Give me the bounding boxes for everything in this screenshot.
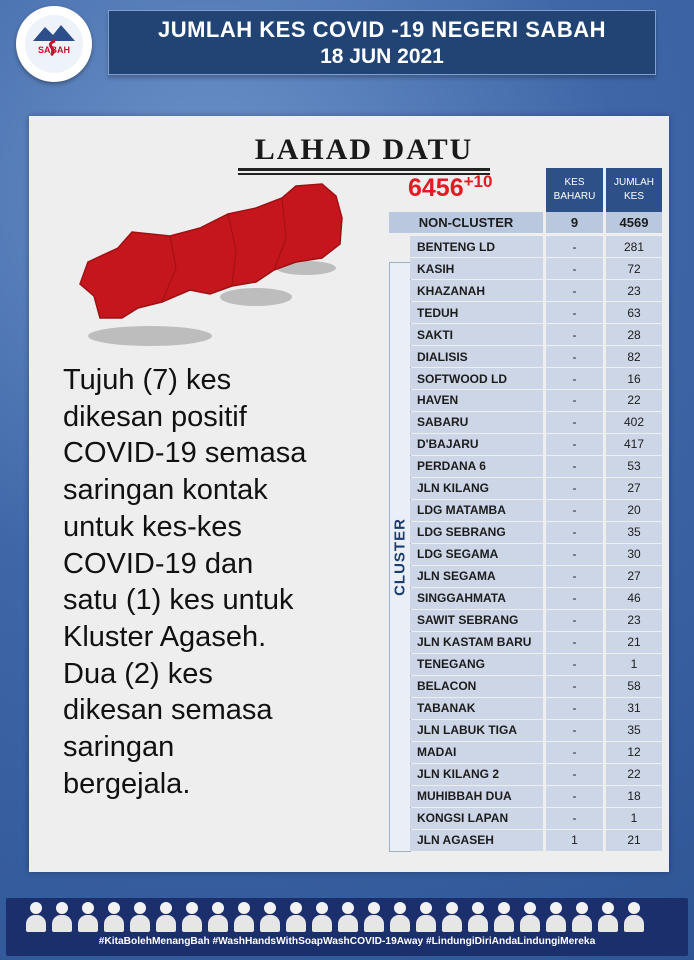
- row-total: 23: [606, 610, 662, 631]
- row-total: 1: [606, 808, 662, 829]
- row-new: -: [546, 588, 603, 609]
- row-total: 53: [606, 456, 662, 477]
- table-row: [410, 720, 662, 741]
- row-new: -: [546, 280, 603, 301]
- row-new: -: [546, 368, 603, 389]
- row-new: -: [546, 522, 603, 543]
- table-row: [410, 412, 662, 433]
- row-total: 12: [606, 742, 662, 763]
- row-total: 20: [606, 500, 662, 521]
- row-total: 28: [606, 324, 662, 345]
- row-new: -: [546, 720, 603, 741]
- row-total: 281: [606, 236, 662, 257]
- table-row: [410, 566, 662, 587]
- table-row: [410, 610, 662, 631]
- row-new: -: [546, 500, 603, 521]
- row-total: 18: [606, 786, 662, 807]
- page-header: [108, 10, 656, 75]
- logo-text: SABAH: [37, 45, 70, 55]
- row-name: JLN KILANG 2: [410, 764, 543, 785]
- row-name: HAVEN: [410, 390, 543, 411]
- row-name: JLN LABUK TIGA: [410, 720, 543, 741]
- table-row: [410, 786, 662, 807]
- table-row: [410, 676, 662, 697]
- person-icon: [312, 902, 332, 932]
- row-name: SINGGAHMATA: [410, 588, 543, 609]
- row-new: -: [546, 236, 603, 257]
- row-name: MADAI: [410, 742, 543, 763]
- table-row: [410, 456, 662, 477]
- row-name: JLN KILANG: [410, 478, 543, 499]
- person-icon: [572, 902, 592, 932]
- person-icon: [520, 902, 540, 932]
- row-total: 35: [606, 522, 662, 543]
- row-new: -: [546, 412, 603, 433]
- row-new: -: [546, 390, 603, 411]
- description-line: Tujuh (7) kes: [63, 364, 232, 396]
- row-name: BELACON: [410, 676, 543, 697]
- row-name: TABANAK: [410, 698, 543, 719]
- table-row: [410, 434, 662, 455]
- table-row: [410, 632, 662, 653]
- row-total: 4569: [606, 212, 662, 233]
- row-total: 46: [606, 588, 662, 609]
- district-map-icon: [60, 178, 350, 350]
- person-icon: [338, 902, 358, 932]
- description-line: dikesan semasa: [63, 694, 273, 727]
- row-new: -: [546, 698, 603, 719]
- footer-banner: [6, 898, 688, 956]
- cluster-table: [410, 212, 662, 852]
- row-total: 31: [606, 698, 662, 719]
- table-row: [410, 544, 662, 565]
- row-new: -: [546, 808, 603, 829]
- row-name: JLN AGASEH: [410, 830, 543, 851]
- description-line: Dua (2) kes: [63, 657, 213, 690]
- table-row: [410, 764, 662, 785]
- row-total: 16: [606, 368, 662, 389]
- row-total: 21: [606, 632, 662, 653]
- row-name: BENTENG LD: [410, 236, 543, 257]
- row-name: JLN SEGAMA: [410, 566, 543, 587]
- row-name: DIALISIS: [410, 346, 543, 367]
- row-name: NON-CLUSTER: [389, 212, 543, 233]
- person-icon: [260, 902, 280, 932]
- description-line: bergejala.: [63, 767, 191, 800]
- total-new: +10: [463, 172, 493, 191]
- row-total: 63: [606, 302, 662, 323]
- person-icon: [416, 902, 436, 932]
- person-icon: [494, 902, 514, 932]
- person-icon: [130, 902, 150, 932]
- person-icon: [442, 902, 462, 932]
- person-icon: [286, 902, 306, 932]
- row-total: 27: [606, 478, 662, 499]
- person-icon: [208, 902, 228, 932]
- row-new: 9: [546, 212, 603, 233]
- description-line: COVID-19 dan: [63, 547, 254, 580]
- person-icon: [624, 902, 644, 932]
- table-row: [410, 368, 662, 389]
- cluster-label-text: CLUSTER: [391, 518, 409, 596]
- row-name: KHAZANAH: [410, 280, 543, 301]
- person-icon: [390, 902, 410, 932]
- row-name: KONGSI LAPAN: [410, 808, 543, 829]
- row-new: -: [546, 566, 603, 587]
- row-name: SOFTWOOD LD: [410, 368, 543, 389]
- table-row: [410, 654, 662, 675]
- table-row: [410, 588, 662, 609]
- row-name: SAWIT SEBRANG: [410, 610, 543, 631]
- row-name: SABARU: [410, 412, 543, 433]
- table-row: [410, 500, 662, 521]
- row-new: -: [546, 478, 603, 499]
- description-text: [63, 362, 379, 802]
- person-icon: [104, 902, 124, 932]
- row-new: -: [546, 654, 603, 675]
- row-name: TENEGANG: [410, 654, 543, 675]
- description-line: satu (1) kes untuk: [63, 584, 294, 617]
- row-name: KASIH: [410, 258, 543, 279]
- row-new: -: [546, 346, 603, 367]
- row-new: -: [546, 324, 603, 345]
- table-row: [410, 280, 662, 301]
- row-total: 402: [606, 412, 662, 433]
- table-row: [410, 742, 662, 763]
- row-total: 21: [606, 830, 662, 851]
- row-name: SAKTI: [410, 324, 543, 345]
- row-name: PERDANA 6: [410, 456, 543, 477]
- total-count: 6456: [408, 174, 464, 202]
- row-name: LDG SEBRANG: [410, 522, 543, 543]
- person-icon: [156, 902, 176, 932]
- mountain-icon: [25, 15, 83, 73]
- table-row: [410, 302, 662, 323]
- description-line: Kluster Agaseh.: [63, 620, 267, 653]
- row-total: 22: [606, 764, 662, 785]
- row-total: 72: [606, 258, 662, 279]
- person-icon: [234, 902, 254, 932]
- row-new: -: [546, 456, 603, 477]
- table-row: [410, 808, 662, 829]
- description-line: saringan: [63, 731, 175, 764]
- table-row: [410, 236, 662, 257]
- description-line: saringan kontak: [63, 474, 268, 507]
- column-header-total: JUMLAH KES: [606, 168, 662, 212]
- person-icon: [598, 902, 618, 932]
- table-row: [410, 258, 662, 279]
- people-illustrations: [26, 902, 676, 934]
- person-icon: [78, 902, 98, 932]
- cluster-side-label: [389, 262, 411, 852]
- row-name: D'BAJARU: [410, 434, 543, 455]
- row-total: 27: [606, 566, 662, 587]
- row-total: 82: [606, 346, 662, 367]
- row-name: LDG MATAMBA: [410, 500, 543, 521]
- row-total: 58: [606, 676, 662, 697]
- person-icon: [52, 902, 72, 932]
- row-new: -: [546, 764, 603, 785]
- description-line: dikesan positif: [63, 400, 247, 433]
- page-title: JUMLAH KES COVID -19 NEGERI SABAH: [157, 17, 606, 42]
- row-new: -: [546, 258, 603, 279]
- row-new: -: [546, 544, 603, 565]
- table-row: [410, 522, 662, 543]
- row-name: LDG SEGAMA: [410, 544, 543, 565]
- row-new: -: [546, 742, 603, 763]
- person-icon: [468, 902, 488, 932]
- row-total: 23: [606, 280, 662, 301]
- row-total: 1: [606, 654, 662, 675]
- person-icon: [26, 902, 46, 932]
- column-header-new: KES BAHARU: [546, 168, 603, 212]
- row-new: -: [546, 676, 603, 697]
- description-line: untuk kes-kes: [63, 510, 242, 543]
- table-row: [410, 346, 662, 367]
- row-name: MUHIBBAH DUA: [410, 786, 543, 807]
- row-total: 35: [606, 720, 662, 741]
- district-title: LAHAD DATU: [238, 133, 490, 171]
- row-new: -: [546, 434, 603, 455]
- row-total: 417: [606, 434, 662, 455]
- sabah-logo: [16, 6, 92, 82]
- row-new: 1: [546, 830, 603, 851]
- row-new: -: [546, 610, 603, 631]
- table-row: [410, 698, 662, 719]
- row-total: 30: [606, 544, 662, 565]
- person-icon: [546, 902, 566, 932]
- row-name: TEDUH: [410, 302, 543, 323]
- row-new: -: [546, 632, 603, 653]
- table-row: [410, 830, 662, 851]
- person-icon: [182, 902, 202, 932]
- description-line: COVID-19 semasa: [63, 437, 307, 470]
- table-row: [410, 390, 662, 411]
- non-cluster-row: [410, 212, 662, 233]
- row-name: JLN KASTAM BARU: [410, 632, 543, 653]
- page-date: 18 JUN 2021: [320, 45, 444, 68]
- table-row: [410, 324, 662, 345]
- person-icon: [364, 902, 384, 932]
- table-row: [410, 478, 662, 499]
- row-new: -: [546, 302, 603, 323]
- row-new: -: [546, 786, 603, 807]
- row-total: 22: [606, 390, 662, 411]
- footer-hashtags: #KitaBolehMenangBah #WashHandsWithSoapWashCOVID-19Away #LindungiDiriAndaLindungiMereka: [98, 936, 596, 947]
- total-cases: [408, 172, 492, 203]
